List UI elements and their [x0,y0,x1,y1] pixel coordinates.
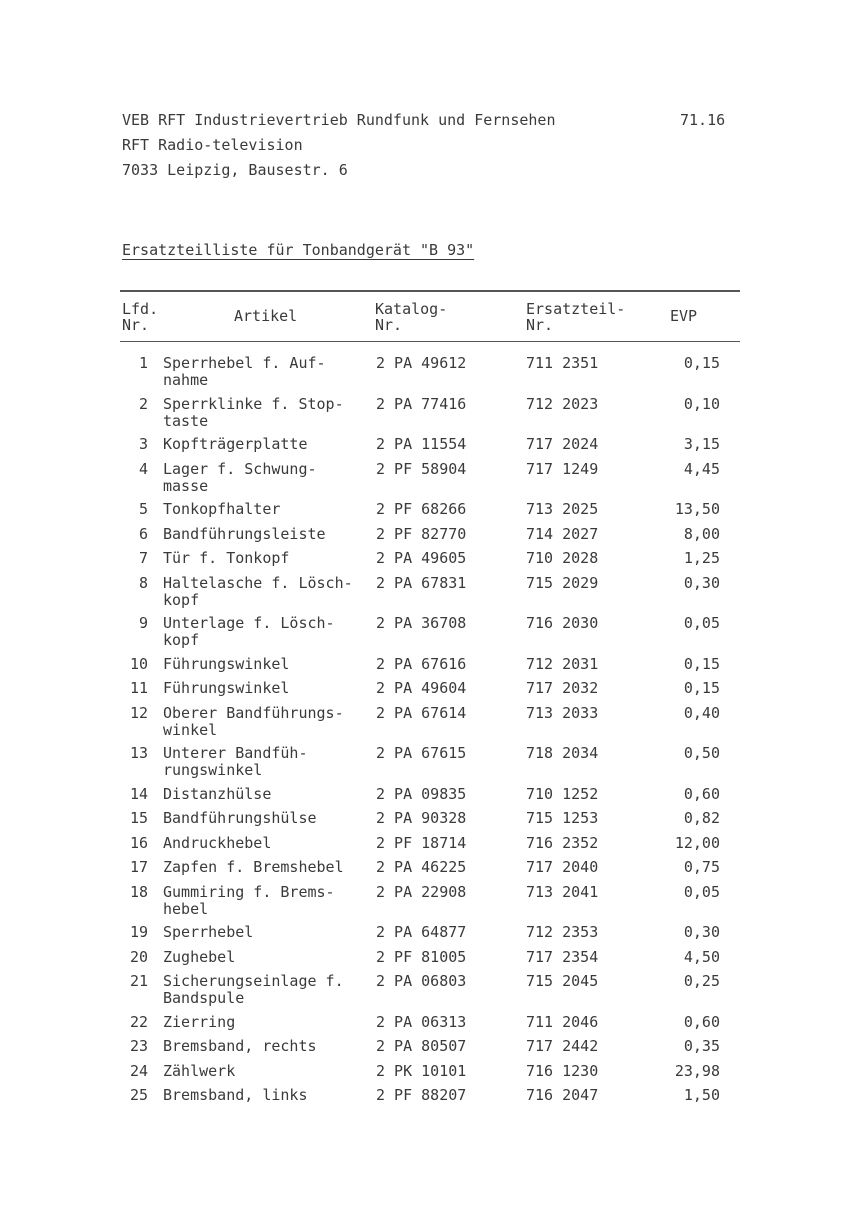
row-katalog-nr: 2 PF 81005 [376,947,467,966]
row-artikel [163,705,373,739]
row-evp: 0,15 [683,354,720,372]
row-artikel [163,859,373,876]
row-ersatzteil-nr: 715 2045 [526,972,599,990]
row-number: 7 [138,549,148,567]
row-katalog-nr: 2 PA 06803 [376,972,467,990]
row-number: 18 [129,882,148,901]
row-katalog-nr: 2 PA 36708 [376,614,467,632]
row-evp: 0,15 [683,679,720,697]
row-evp: 3,15 [683,435,720,453]
header-company: VEB RFT Industrievertrieb Rundfunk und Fernsehen [122,111,556,129]
row-ersatzteil-nr: 711 2351 [526,354,599,372]
row-number: 3 [138,435,148,453]
row-number: 2 [138,394,148,413]
row-ersatzteil-nr: 718 2034 [526,744,599,762]
row-artikel [163,501,373,518]
row-evp: 0,50 [683,744,720,762]
table-row [0,1087,843,1127]
col-header-katalog [375,301,447,333]
row-artikel-line: Zapfen f. Bremshebel [163,858,344,876]
row-artikel-line: Zierring [163,1012,236,1031]
table-row [0,575,843,615]
row-artikel [163,680,373,697]
header-subtitle: RFT Radio-television [122,136,303,154]
row-artikel-line: Zughebel [163,947,236,966]
row-ersatzteil-nr: 717 1249 [526,459,599,478]
row-artikel [163,786,373,803]
row-evp: 1,50 [683,1086,720,1104]
row-ersatzteil-nr: 717 2040 [526,858,599,876]
col-header-evp: EVP [670,307,698,325]
row-ersatzteil-nr: 713 2041 [526,882,599,901]
col-header-lfd-line2: Nr. [122,316,150,334]
row-artikel-line: Gummiring f. Brems- [163,882,335,901]
row-artikel-line: Andruckhebel [163,833,272,852]
table-row [0,615,843,655]
table-row [0,396,843,436]
row-evp: 0,10 [683,394,720,413]
row-artikel [163,924,373,941]
row-artikel-line: Bremsband, links [163,1086,308,1104]
row-evp: 0,82 [683,809,720,827]
row-artikel-line: Haltelasche f. Lösch- [163,573,353,592]
row-number: 21 [129,972,148,990]
row-ersatzteil-nr: 716 1230 [526,1061,599,1080]
table-row [0,973,843,1013]
table-row [0,745,843,785]
row-ersatzteil-nr: 716 2047 [526,1086,599,1104]
row-artikel [163,1063,373,1080]
row-evp: 0,60 [683,1012,720,1031]
row-artikel [163,396,373,430]
row-ersatzteil-nr: 715 1253 [526,809,599,827]
row-katalog-nr: 2 PF 82770 [376,524,467,543]
row-artikel-line: rungswinkel [163,761,263,779]
row-katalog-nr: 2 PA 90328 [376,809,467,827]
row-artikel-line: hebel [163,899,209,918]
document-title: Ersatzteilliste für Tonbandgerät "B 93" [122,241,475,259]
row-evp: 13,50 [674,500,720,518]
row-evp: 0,15 [683,654,720,673]
row-evp: 0,30 [683,923,720,941]
row-number: 12 [129,703,148,722]
row-artikel [163,355,373,389]
row-artikel-line: Bremsband, rechts [163,1037,317,1055]
col-header-ersatzteil-line1: Ersatzteil- [526,300,626,318]
row-ersatzteil-nr: 715 2029 [526,573,599,592]
row-evp: 0,40 [683,703,720,722]
row-ersatzteil-nr: 712 2031 [526,654,599,673]
table-row [0,461,843,501]
row-katalog-nr: 2 PA 77416 [376,394,467,413]
row-artikel [163,835,373,852]
row-artikel [163,436,373,453]
row-artikel-line: nahme [163,371,209,389]
row-katalog-nr: 2 PA 67831 [376,573,467,592]
row-number: 16 [129,833,148,852]
row-number: 20 [129,947,148,966]
row-evp: 1,25 [683,549,720,567]
row-ersatzteil-nr: 712 2353 [526,923,599,941]
row-katalog-nr: 2 PA 67616 [376,654,467,673]
row-artikel-line: Sperrhebel f. Auf- [163,354,326,372]
row-ersatzteil-nr: 717 2024 [526,435,599,453]
row-katalog-nr: 2 PA 22908 [376,882,467,901]
row-artikel-line: Oberer Bandführungs- [163,703,344,722]
row-number: 1 [138,354,148,372]
row-artikel-line: Tonkopfhalter [163,500,281,518]
row-artikel-line: Distanzhülse [163,784,272,803]
row-number: 10 [129,654,148,673]
row-evp: 0,35 [683,1037,720,1055]
row-artikel-line: Sperrhebel [163,923,254,941]
row-evp: 0,60 [683,784,720,803]
row-evp: 0,05 [683,882,720,901]
row-katalog-nr: 2 PA 67614 [376,703,467,722]
row-evp: 4,45 [683,459,720,478]
row-artikel [163,745,373,779]
row-ersatzteil-nr: 711 2046 [526,1012,599,1031]
row-number: 5 [138,500,148,518]
row-ersatzteil-nr: 710 2028 [526,549,599,567]
row-ersatzteil-nr: 716 2030 [526,614,599,632]
row-ersatzteil-nr: 713 2025 [526,500,599,518]
table-top-rule [120,290,740,292]
row-katalog-nr: 2 PA 09835 [376,784,467,803]
row-artikel [163,1014,373,1031]
row-artikel [163,949,373,966]
row-artikel [163,1038,373,1055]
row-ersatzteil-nr: 716 2352 [526,833,599,852]
row-number: 13 [129,744,148,762]
row-number: 8 [138,573,148,592]
row-number: 11 [129,679,148,697]
row-artikel-line: masse [163,476,209,495]
row-katalog-nr: 2 PK 10101 [376,1061,467,1080]
row-artikel [163,810,373,827]
col-header-katalog-line1: Katalog- [375,300,448,318]
row-artikel-line: taste [163,411,209,430]
row-katalog-nr: 2 PA 49604 [376,679,467,697]
row-katalog-nr: 2 PA 49612 [376,354,467,372]
row-artikel-line: Tür f. Tonkopf [163,549,290,567]
row-ersatzteil-nr: 713 2033 [526,703,599,722]
row-number: 6 [138,524,148,543]
row-artikel-line: Kopfträgerplatte [163,435,308,453]
row-evp: 0,25 [683,972,720,990]
table-row [0,705,843,745]
row-ersatzteil-nr: 712 2023 [526,394,599,413]
row-ersatzteil-nr: 710 1252 [526,784,599,803]
row-katalog-nr: 2 PA 67615 [376,744,467,762]
table-row [0,884,843,924]
row-evp: 4,50 [683,947,720,966]
row-number: 4 [138,459,148,478]
row-artikel [163,615,373,649]
col-header-ersatzteil [526,301,625,333]
row-katalog-nr: 2 PA 64877 [376,923,467,941]
row-artikel [163,550,373,567]
row-artikel-line: Lager f. Schwung- [163,459,317,478]
row-katalog-nr: 2 PF 18714 [376,833,467,852]
row-artikel-line: Unterlage f. Lösch- [163,614,335,632]
header-address: 7033 Leipzig, Bausestr. 6 [122,161,348,179]
row-evp: 23,98 [674,1061,720,1080]
table-header-rule [120,341,740,342]
row-katalog-nr: 2 PA 11554 [376,435,467,453]
row-artikel [163,575,373,609]
row-artikel-line: Zählwerk [163,1061,236,1080]
row-number: 15 [129,809,148,827]
row-katalog-nr: 2 PF 58904 [376,459,467,478]
row-ersatzteil-nr: 714 2027 [526,524,599,543]
col-header-ersatzteil-line2: Nr. [526,316,554,334]
row-number: 25 [129,1086,148,1104]
row-artikel [163,1087,373,1104]
row-artikel-line: Bandführungsleiste [163,524,326,543]
row-ersatzteil-nr: 717 2032 [526,679,599,697]
row-number: 9 [138,614,148,632]
table-row [0,355,843,395]
row-katalog-nr: 2 PA 06313 [376,1012,467,1031]
row-artikel-line: Bandführungshülse [163,809,317,827]
row-number: 22 [129,1012,148,1031]
row-artikel-line: Führungswinkel [163,679,290,697]
row-artikel [163,461,373,495]
row-ersatzteil-nr: 717 2442 [526,1037,599,1055]
row-katalog-nr: 2 PA 46225 [376,858,467,876]
row-artikel [163,526,373,543]
row-artikel-line: winkel [163,720,218,739]
row-artikel-line: Unterer Bandfüh- [163,744,308,762]
row-artikel [163,973,373,1007]
col-header-lfd [122,301,158,333]
row-evp: 8,00 [683,524,720,543]
row-number: 17 [129,858,148,876]
row-number: 24 [129,1061,148,1080]
row-katalog-nr: 2 PA 49605 [376,549,467,567]
row-artikel-line: Führungswinkel [163,654,290,673]
row-artikel-line: kopf [163,631,200,649]
row-number: 23 [129,1037,148,1055]
col-header-artikel: Artikel [234,307,298,325]
col-header-lfd-line1: Lfd. [122,300,159,318]
row-evp: 0,75 [683,858,720,876]
row-ersatzteil-nr: 717 2354 [526,947,599,966]
col-header-katalog-line2: Nr. [375,316,403,334]
row-evp: 0,05 [683,614,720,632]
row-katalog-nr: 2 PF 68266 [376,500,467,518]
row-artikel-line: Sicherungseinlage f. [163,972,344,990]
row-artikel-line: kopf [163,590,200,609]
row-artikel-line: Sperrklinke f. Stop- [163,394,344,413]
row-artikel-line: Bandspule [163,989,245,1007]
header-doc-number: 71.16 [680,111,726,129]
row-katalog-nr: 2 PF 88207 [376,1086,467,1104]
row-number: 14 [129,784,148,803]
row-artikel [163,656,373,673]
row-evp: 0,30 [683,573,720,592]
row-artikel [163,884,373,918]
row-number: 19 [129,923,148,941]
row-evp: 12,00 [674,833,720,852]
row-katalog-nr: 2 PA 80507 [376,1037,467,1055]
